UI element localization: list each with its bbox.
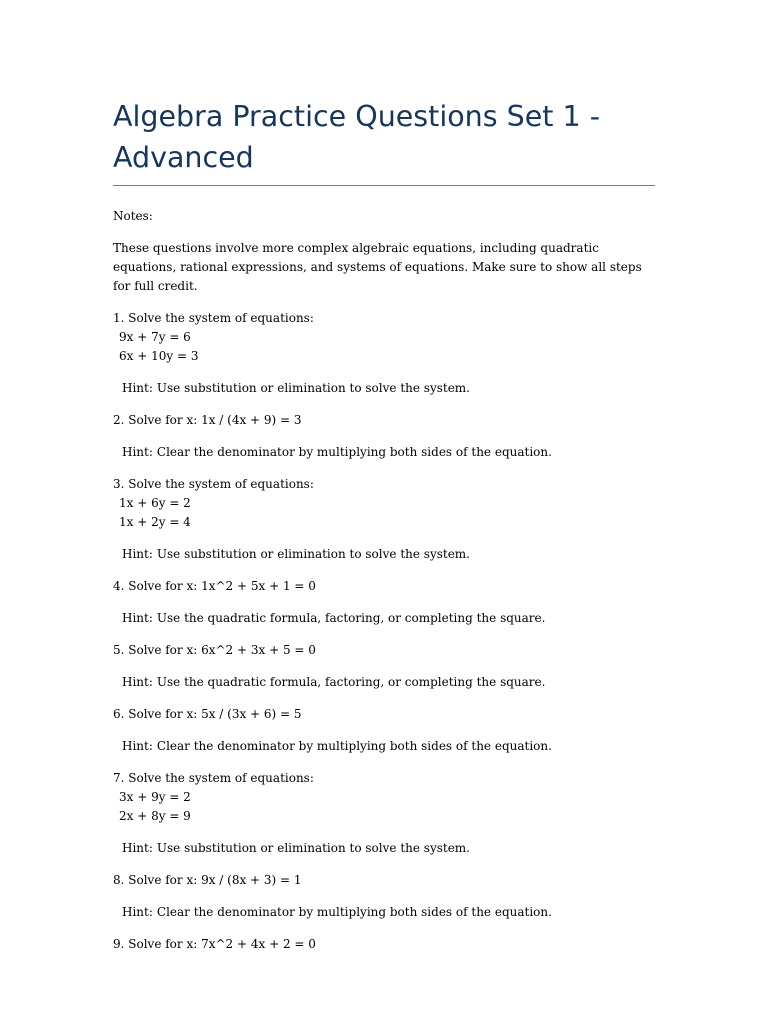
hint-prefix: Hint:	[122, 739, 153, 753]
hint-text	[122, 443, 655, 462]
hint-text	[122, 903, 655, 922]
question-text: 1. Solve the system of equations:	[113, 311, 314, 325]
hint-prefix: Hint:	[122, 905, 153, 919]
page-title: Algebra Practice Questions Set 1 - Advanced	[113, 96, 655, 186]
equation-line: 3x + 9y = 2	[119, 790, 191, 804]
equation-system	[119, 788, 655, 826]
hint-prefix: Hint:	[122, 547, 153, 561]
question-item	[113, 411, 655, 430]
question-text: 7. Solve the system of equations:	[113, 771, 314, 785]
notes-label: Notes:	[113, 209, 153, 223]
question-item	[113, 309, 655, 366]
question-text: 5. Solve for x: 6x^2 + 3x + 5 = 0	[113, 643, 316, 657]
question-item	[113, 705, 655, 724]
hint-body: Use substitution or elimination to solve the system.	[156, 547, 470, 561]
question-text: 6. Solve for x: 5x / (3x + 6) = 5	[113, 707, 302, 721]
question-item	[113, 641, 655, 660]
equation-system	[119, 328, 655, 366]
question-item	[113, 769, 655, 826]
question-text: 2. Solve for x: 1x / (4x + 9) = 3	[113, 413, 302, 427]
hint-body: Clear the denominator by multiplying both sides of the equation.	[156, 739, 552, 753]
question-text: 4. Solve for x: 1x^2 + 5x + 1 = 0	[113, 579, 316, 593]
hint-body: Clear the denominator by multiplying both sides of the equation.	[156, 905, 552, 919]
question-list	[113, 309, 655, 954]
hint-prefix: Hint:	[122, 445, 153, 459]
equation-line: 2x + 8y = 9	[119, 809, 191, 823]
question-text: 9. Solve for x: 7x^2 + 4x + 2 = 0	[113, 937, 316, 951]
question-item	[113, 475, 655, 532]
equation-line: 1x + 6y = 2	[119, 496, 191, 510]
equation-line: 9x + 7y = 6	[119, 330, 191, 344]
hint-body: Use substitution or elimination to solve the system.	[156, 841, 470, 855]
intro-paragraph: These questions involve more complex algebraic equations, including quadratic equations, rational expressions, and systems of equations. Make sure to show all steps for full credit.	[113, 241, 642, 293]
hint-prefix: Hint:	[122, 841, 153, 855]
hint-text	[122, 545, 655, 564]
hint-prefix: Hint:	[122, 381, 153, 395]
hint-body: Clear the denominator by multiplying both sides of the equation.	[156, 445, 552, 459]
hint-body: Use the quadratic formula, factoring, or completing the square.	[156, 675, 546, 689]
hint-text	[122, 737, 655, 756]
question-item	[113, 871, 655, 890]
hint-text	[122, 839, 655, 858]
question-text: 8. Solve for x: 9x / (8x + 3) = 1	[113, 873, 302, 887]
hint-text	[122, 379, 655, 398]
equation-system	[119, 494, 655, 532]
equation-line: 1x + 2y = 4	[119, 515, 191, 529]
question-item	[113, 577, 655, 596]
document-page	[113, 96, 655, 954]
hint-body: Use substitution or elimination to solve the system.	[156, 381, 470, 395]
hint-text	[122, 673, 655, 692]
hint-body: Use the quadratic formula, factoring, or completing the square.	[156, 611, 546, 625]
question-item	[113, 935, 655, 954]
hint-prefix: Hint:	[122, 675, 153, 689]
equation-line: 6x + 10y = 3	[119, 349, 199, 363]
hint-prefix: Hint:	[122, 611, 153, 625]
question-text: 3. Solve the system of equations:	[113, 477, 314, 491]
hint-text	[122, 609, 655, 628]
